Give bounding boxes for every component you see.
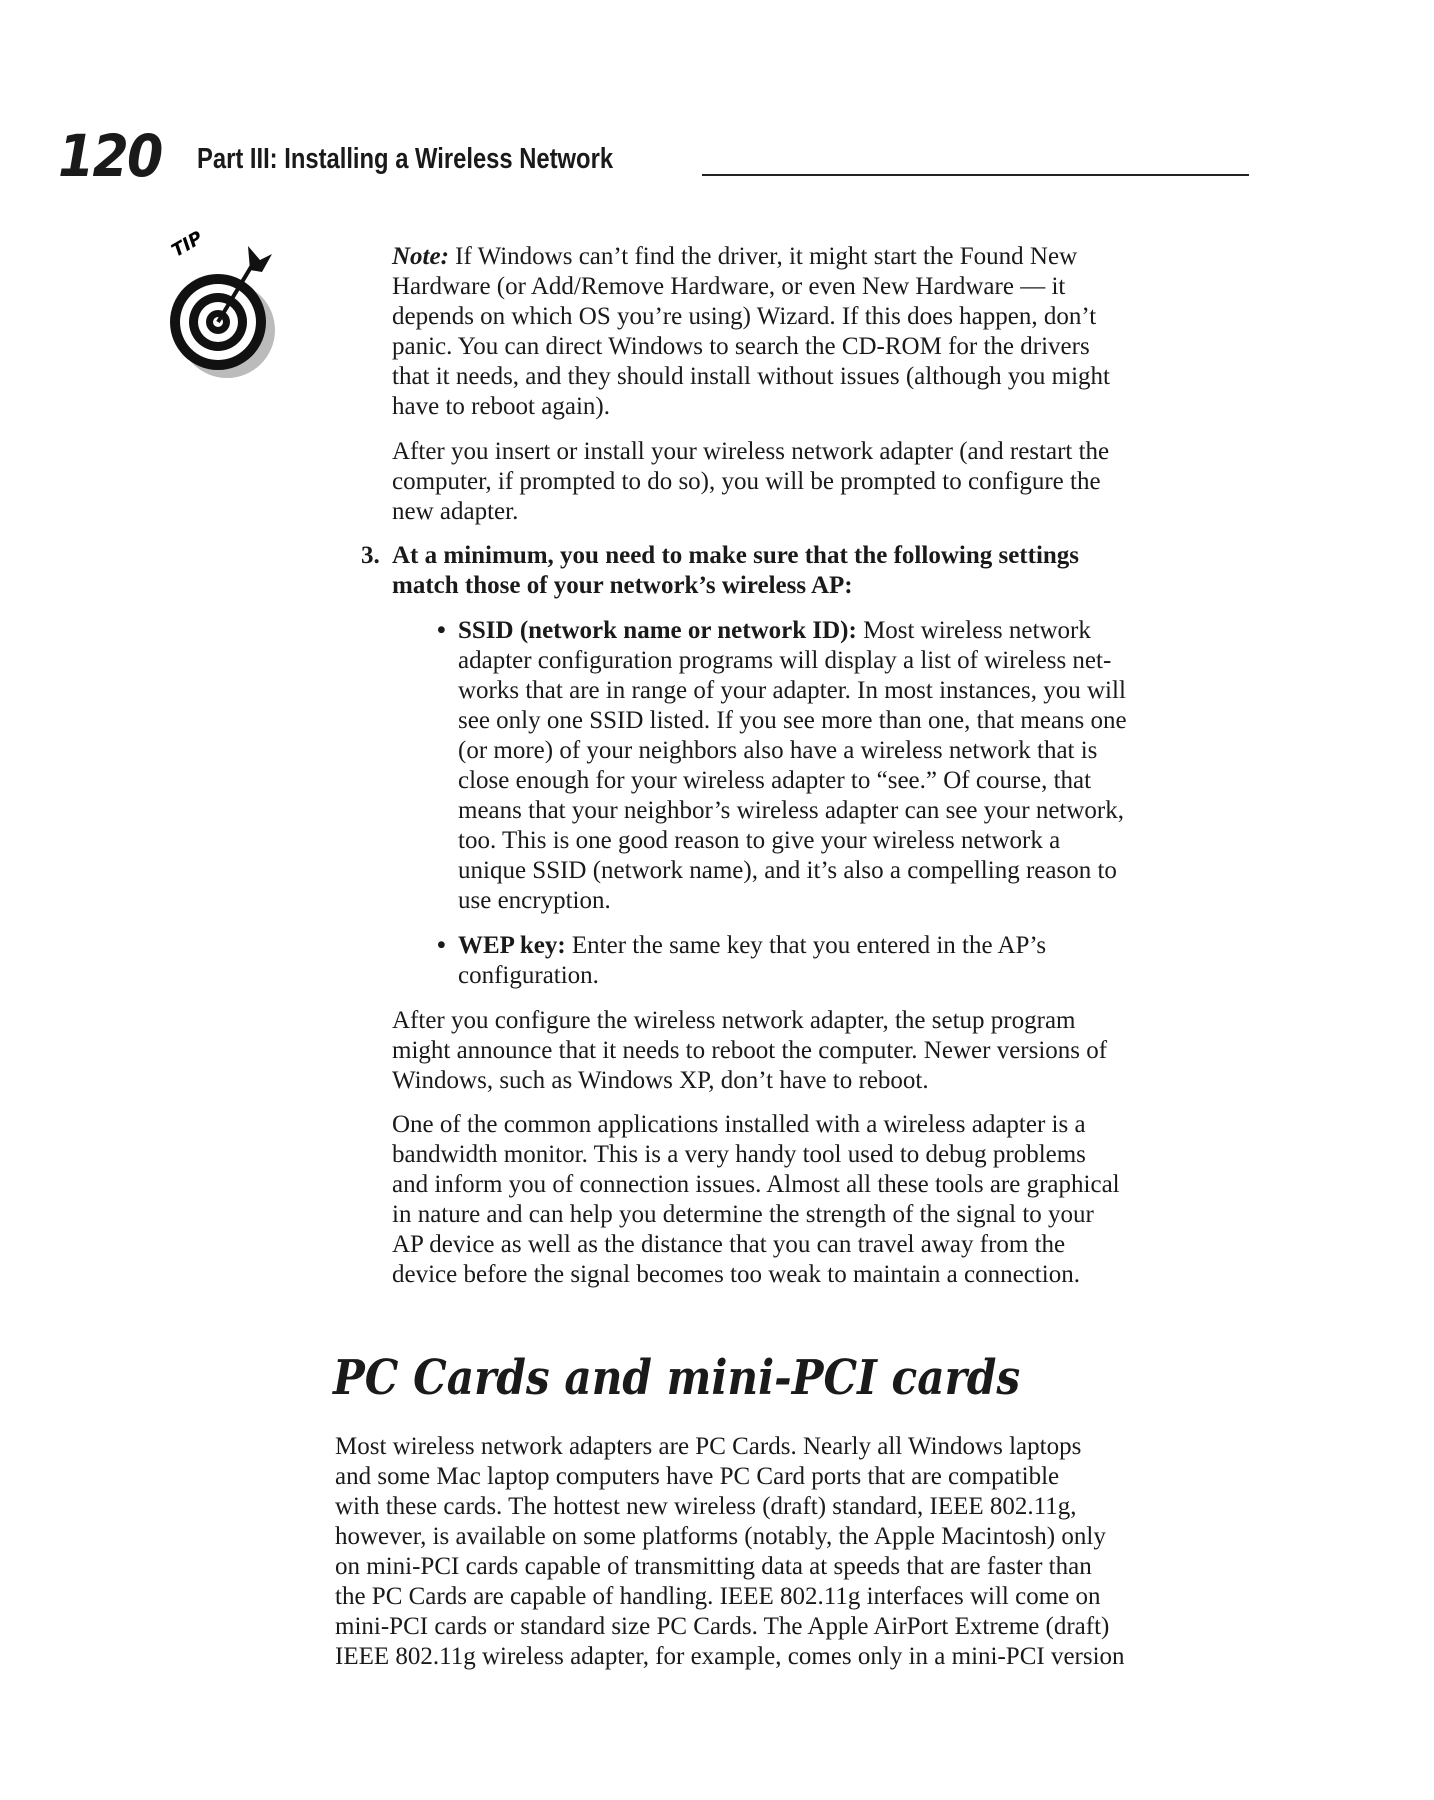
line-text: device before the signal becomes too weak to maintain a connection. [392,1261,1080,1288]
line-text: close enough for your wireless adapter to “see.” Of course, that [458,767,1092,794]
text-line [392,437,1109,467]
text-line [392,1006,1107,1036]
line-text: computer, if prompted to do so), you will be prompted to configure the [392,468,1101,495]
text-line [392,571,1079,601]
tip-icon [168,227,303,380]
line-text: on mini-PCI cards capable of transmitting data at speeds that are faster than [335,1553,1092,1580]
line-text: might announce that it needs to reboot the computer. Newer versions of [392,1037,1108,1064]
paragraph-step3 [361,541,1080,601]
text-line [335,1492,1125,1522]
line-text: IEEE 802.11g wireless adapter, for example, comes only in a mini-PCI version [335,1643,1125,1670]
line-text: unique SSID (network name), and it’s also a compelling reason to [458,857,1117,884]
text-line [335,1522,1125,1552]
text-line [335,1462,1125,1492]
bullet-marker: • [437,932,446,959]
line-text: too. This is one good reason to give your wireless network a [458,827,1061,854]
text-line [458,856,1127,886]
tip-label: TIP [168,227,207,262]
line-text: At a minimum, you need to make sure that the following settings [392,542,1080,569]
text-line [335,1552,1125,1582]
bullet-marker: • [437,617,446,644]
running-header: Part III: Installing a Wireless Network [197,143,614,175]
line-text: Windows, such as Windows XP, don’t have to reboot. [392,1067,929,1094]
text-line [392,242,1110,272]
line-text: Most wireless network adapters are PC Cards. Nearly all Windows laptops [335,1433,1082,1460]
line-text: If Windows can’t find the driver, it might start the Found New [448,243,1078,270]
text-line [392,302,1110,332]
line-text: have to reboot again). [392,393,610,420]
text-line [458,961,1046,991]
line-text: and inform you of connection issues. Almost all these tools are graphical [392,1171,1120,1198]
text-line [458,796,1127,826]
section-heading: PC Cards and mini-PCI cards [333,1350,1021,1406]
line-text: new adapter. [392,498,519,525]
line-text: Enter the same key that you entered in the AP’s [565,932,1047,959]
text-line [458,826,1127,856]
line-text: works that are in range of your adapter. In most instances, you will [458,677,1126,704]
line-text: with these cards. The hottest new wireless (draft) standard, IEEE 802.11g, [335,1493,1077,1520]
line-text: bandwidth monitor. This is a very handy tool used to debug problems [392,1141,1086,1168]
text-line [392,332,1110,362]
text-line [392,1066,1107,1096]
text-line [392,362,1110,392]
text-line [458,886,1127,916]
line-text: the PC Cards are capable of handling. IEEE 802.11g interfaces will come on [335,1583,1101,1610]
line-text: One of the common applications installed with a wireless adapter is a [392,1111,1086,1138]
text-line [392,541,1079,571]
paragraph-after-config [392,1006,1107,1096]
text-line [392,1230,1120,1260]
line-text: After you insert or install your wireless network adapter (and restart the [392,438,1110,465]
line-text: Most wireless network [856,617,1091,644]
text-line [458,736,1127,766]
line-text: match those of your network’s wireless AP: [392,572,853,599]
line-text: that it needs, and they should install without issues (although you might [392,363,1110,390]
step-number: 3. [361,542,380,569]
line-text: After you configure the wireless network adapter, the setup program [392,1007,1076,1034]
text-line [458,616,1127,646]
text-line [335,1432,1125,1462]
text-line [392,1170,1120,1200]
lead-term: WEP key: [458,932,566,959]
text-line [335,1612,1125,1642]
line-text: means that your neighbor’s wireless adapter can see your network, [458,797,1124,824]
text-line [458,931,1046,961]
text-line [458,676,1127,706]
text-line [392,1140,1120,1170]
line-text: see only one SSID listed. If you see more than one, that means one [458,707,1127,734]
line-text: panic. You can direct Windows to search the CD-ROM for the drivers [392,333,1090,360]
text-line [392,497,1109,527]
line-text: configuration. [458,962,599,989]
line-text: AP device as well as the distance that you can travel away from the [392,1231,1066,1258]
text-line [392,1110,1120,1140]
paragraph-ssid [437,616,1127,916]
paragraph-pc-cards-body [335,1432,1125,1672]
text-line [335,1642,1125,1672]
line-text: Hardware (or Add/Remove Hardware, or even New Hardware — it [392,273,1066,300]
text-line [392,467,1109,497]
line-text: in nature and can help you determine the strength of the signal to your [392,1201,1094,1228]
paragraph-wep [437,931,1047,991]
lead-term: SSID (network name or network ID): [458,617,857,644]
paragraph-note [392,242,1110,422]
text-line [458,706,1127,736]
text-line [392,1260,1120,1290]
line-text: use encryption. [458,887,611,914]
line-text: however, is available on some platforms (notably, the Apple Macintosh) only [335,1523,1106,1550]
line-text: adapter configuration programs will display a list of wireless net- [458,647,1112,674]
text-line [335,1582,1125,1612]
text-line [392,1200,1120,1230]
header-rule [702,174,1249,176]
text-line [392,1036,1107,1066]
text-line [392,392,1110,422]
text-line [392,272,1110,302]
text-line [458,766,1127,796]
lead-term: Note: [392,243,449,270]
line-text: and some Mac laptop computers have PC Card ports that are compatible [335,1463,1060,1490]
paragraph-after-insert [392,437,1109,527]
line-text: (or more) of your neighbors also have a wireless network that is [458,737,1098,764]
line-text: depends on which OS you’re using) Wizard. If this does happen, don’t [392,303,1097,330]
paragraph-bandwidth [392,1110,1120,1290]
page-number: 120 [58,122,162,190]
text-line [458,646,1127,676]
line-text: mini-PCI cards or standard size PC Cards. The Apple AirPort Extreme (draft) [335,1613,1110,1640]
